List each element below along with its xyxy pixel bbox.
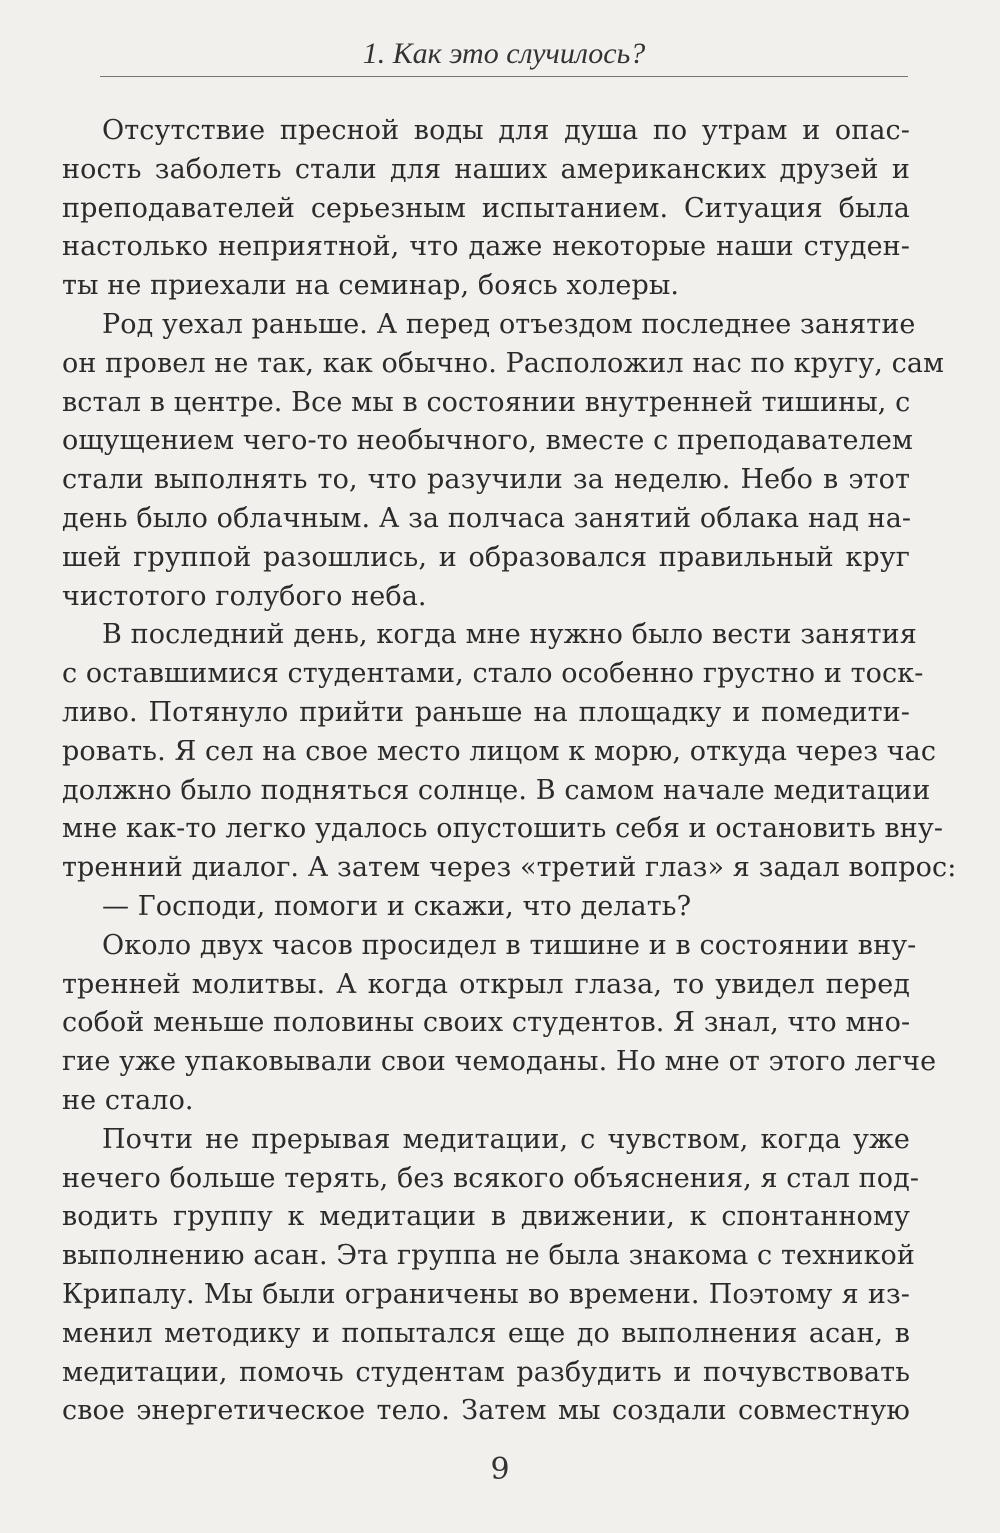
text-line: день было облачным. А за полчаса занятий облака над на- xyxy=(62,502,912,534)
text-line: стали выполнять то, что разучили за неделю. Небо в этот xyxy=(62,464,910,496)
page-number: 9 xyxy=(490,1452,510,1487)
text-line: гие уже упаковывали свои чемоданы. Но мне от этого легче xyxy=(62,1046,937,1078)
header-divider xyxy=(100,76,908,77)
text-line: с оставшимися студентами, стало особенно грустно и тоск- xyxy=(62,658,924,690)
text-line: выполнению асан. Эта группа не была знакома с техникой xyxy=(62,1240,916,1272)
text-line: Около двух часов просидел в тишине и в состоянии вну- xyxy=(102,929,917,961)
running-head: 1. Как это случилось? xyxy=(362,37,646,70)
text-line: ровать. Я сел на свое место лицом к морю, откуда через час xyxy=(62,735,937,767)
body-text xyxy=(62,112,957,1431)
text-line: собой меньше половины своих студентов. Я знал, что мно- xyxy=(62,1007,911,1039)
text-line: ливо. Потянуло прийти раньше на площадку и помедити- xyxy=(62,696,910,728)
text-line: не стало. xyxy=(62,1084,194,1116)
text-line: мне как-то легко удалось опустошить себя и остановить вну- xyxy=(62,813,944,845)
text-line: менил методику и попытался еще до выполнения асан, в xyxy=(62,1317,910,1349)
dialogue-line: — Господи, помоги и скажи, что делать? xyxy=(102,890,692,922)
text-line: Почти не прерывая медитации, с чувством, когда уже xyxy=(102,1123,910,1155)
text-line: чистотого голубого неба. xyxy=(62,580,427,612)
text-line: нечего больше терять, без всякого объяснения, я стал под- xyxy=(62,1162,920,1194)
text-line: шей группой разошлись, и образовался правильный круг xyxy=(62,541,910,573)
text-line: настолько неприятной, что даже некоторые наши студен- xyxy=(62,231,910,263)
text-line: ты не приехали на семинар, боясь холеры. xyxy=(62,270,680,302)
text-line: должно было подняться солнце. В самом начале медитации xyxy=(62,774,931,806)
text-line: Крипалу. Мы были ограничены во времени. Поэтому я из- xyxy=(62,1278,910,1310)
text-line: тренней молитвы. А когда открыл глаза, то увидел перед xyxy=(62,968,910,1000)
text-line: свое энергетическое тело. Затем мы создали совместную xyxy=(62,1395,910,1427)
text-line: медитации, помочь студентам разбудить и почувствовать xyxy=(62,1356,910,1388)
text-line: ощущением чего-то необычного, вместе с преподавателем xyxy=(62,425,914,457)
text-line: встал в центре. Все мы в состоянии внутренней тишины, с xyxy=(62,386,911,418)
text-line: ность заболеть стали для наших американских друзей и xyxy=(62,153,910,185)
text-line: Род уехал раньше. А перед отъездом последнее занятие xyxy=(102,308,916,340)
text-line: преподавателей серьезным испытанием. Ситуация была xyxy=(62,192,910,224)
text-line: Отсутствие пресной воды для душа по утрам и опас- xyxy=(102,115,910,146)
text-line: водить группу к медитации в движении, к спонтанному xyxy=(62,1201,910,1233)
text-line: тренний диалог. А затем через «третий глаз» я задал вопрос: xyxy=(62,852,957,884)
text-line: он провел не так, как обычно. Расположил нас по кругу, сам xyxy=(62,347,945,379)
text-line: В последний день, когда мне нужно было вести занятия xyxy=(102,619,917,651)
